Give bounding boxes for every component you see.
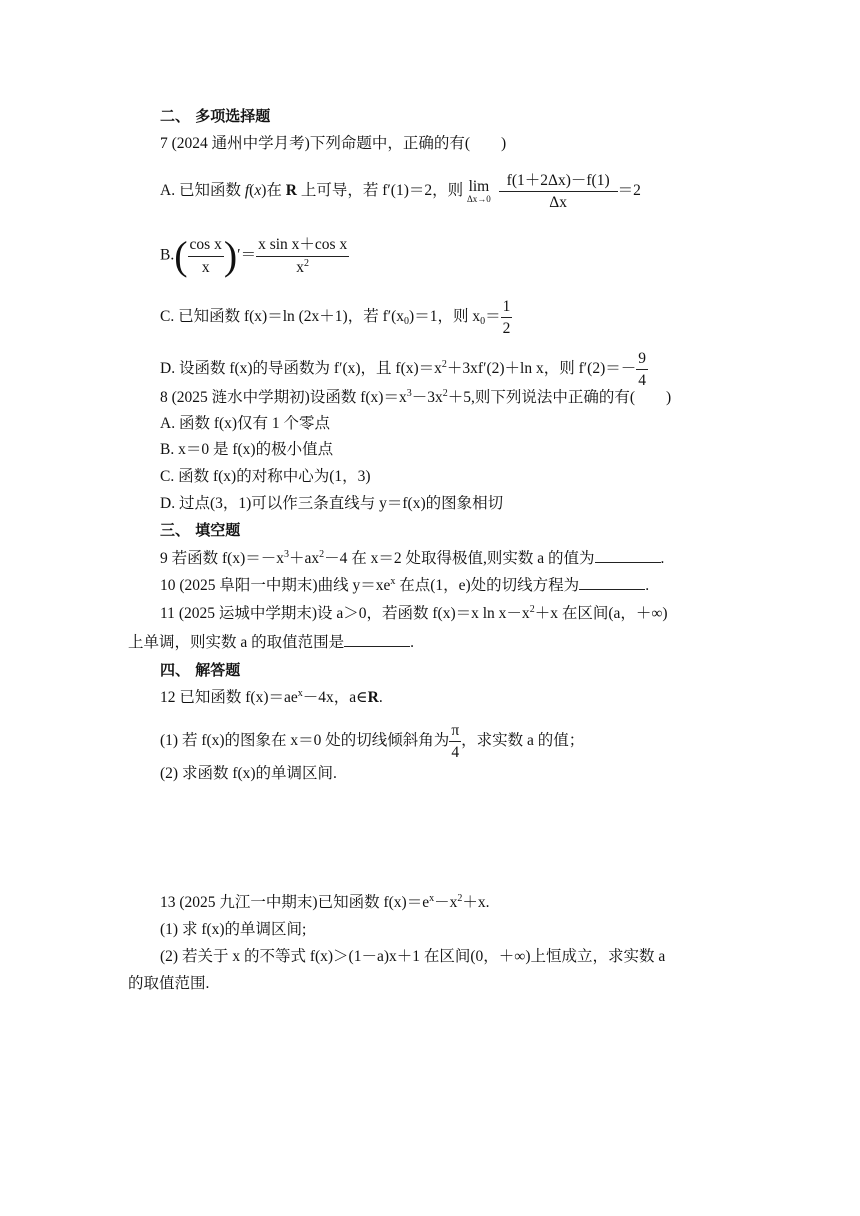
q12p1-num: π [449,722,461,742]
q7a-end: ＝2 [617,182,641,200]
q7c-text2: )＝1，则 x [409,308,481,326]
q7a-mid2: 上可导，若 [296,182,383,200]
question-9 [160,548,664,569]
q7-option-c [160,298,512,337]
q7a-mid: 在 [266,182,286,200]
q7d-den: 4 [638,372,646,390]
q7c-den: 2 [502,320,511,338]
q13-text3: ＋x. [462,894,490,911]
q7d-num: 9 [636,350,648,370]
q13-sup2: 2 [457,893,463,904]
q11-number: 11 [160,605,175,622]
q7b-rhs-num: x sin x＋cos x [256,236,349,256]
q7c-num: 1 [501,298,513,318]
q7c-sub2: 0 [480,316,486,328]
q11-text: 设 a＞0，若函数 f(x)＝x ln x－x [317,605,530,622]
q10-number: 10 [160,577,176,594]
q10-source: (2025 阜阳一中期末) [179,577,318,594]
q12p1-text2: ，求实数 a 的值； [461,732,585,750]
q12p1-den: 4 [451,744,460,762]
q10-text2: 在点(1，e)处的切线方程为 [395,577,580,594]
q13-source: (2025 九江一中期末) [179,894,318,911]
q7a-prefix: A. 已知函数 [160,182,245,200]
question-10 [160,575,649,596]
q7b-rhs-den-sup: 2 [304,257,310,269]
q7a-lim-text: lim [468,178,490,196]
q7b-rhs-den: x [296,258,305,276]
q9-sup1: 3 [284,549,289,560]
q12-text: 12 已知函数 f(x)＝ae [160,689,298,706]
q11-end: . [410,634,415,651]
q7a-fraction [499,172,618,211]
q9-end: . [660,550,665,567]
q8-option-c: C. 函数 f(x)的对称中心为(1，3) [160,468,371,485]
q8-text3: ＋5,则下列说法中正确的有( ) [447,389,672,406]
paren-right-icon: ) [223,233,238,278]
q7-number: 7 [160,135,168,152]
q7-option-b [160,233,349,278]
q7b-prime: ′＝ [237,246,257,264]
q12p1-fraction [449,722,461,761]
q7-source: (2024 通州中学月考) [171,135,310,152]
q9-sup2: 2 [319,549,325,560]
q12-end: . [378,689,383,706]
q13-text: 已知函数 f(x)＝e [317,894,430,911]
q10-sup: x [390,576,396,587]
q12-sup: x [297,688,303,699]
section-heading-solutions: 四、 解答题 [160,661,241,679]
section-heading-fill-blank: 三、 填空题 [160,521,241,539]
q11-sup: 2 [529,604,535,615]
q13-sup1: x [429,893,435,904]
section-heading-multi-choice: 二、 多项选择题 [160,107,271,125]
question-13-stem [160,893,489,913]
q7-option-d [160,350,648,389]
q13-text2: －x [434,894,458,911]
q12-real-set: R [367,689,379,706]
question-8-stem [160,388,671,408]
q8-sup2: 2 [442,388,448,399]
q9-text2: ＋ax [289,550,320,567]
q11-source: (2025 运城中学期末) [178,605,318,622]
q11-answer-blank[interactable] [344,632,410,647]
q7a-condition: f′(1)＝2，则 [382,182,464,200]
q7a-denominator: Δx [549,194,567,212]
question-7-stem [160,134,506,154]
q8-text: 设函数 f(x)＝x [309,389,407,406]
q8-option-b: B. x＝0 是 f(x)的极小值点 [160,441,334,458]
question-12-stem [160,688,383,708]
q7b-label: B. [160,246,175,264]
q13-number: 13 [160,894,176,911]
q7d-text2: ＋3xf′(2)＋ln x，则 f′(2)＝－ [446,360,637,378]
q7b-rhs-fraction [256,236,349,275]
q10-text: 曲线 y＝xe [317,577,391,594]
q8-option-d: D. 过点(3，1)可以作三条直线与 y＝f(x)的图象相切 [160,495,504,512]
q8-source: (2025 涟水中学期初) [171,389,310,406]
q8-option-a: A. 函数 f(x)仅有 1 个零点 [160,415,331,432]
question-11 [160,604,668,624]
q7c-text: C. 已知函数 f(x)＝ln (2x＋1)，若 f′(x [160,308,405,326]
paren-left-icon: ( [174,233,188,278]
q10-end: . [645,577,650,594]
q9-answer-blank[interactable] [595,548,661,563]
q7a-limit [467,179,491,204]
q11-text2: ＋x 在区间(a，＋∞) [534,605,668,622]
q7d-text: D. 设函数 f(x)的导函数为 f′(x)，且 f(x)＝x [160,360,442,378]
q7b-inner-den: x [201,258,210,276]
q7b-inner-num: cos x [188,236,224,256]
q13-part-2: (2) 若关于 x 的不等式 f(x)＞(1－a)x＋1 在区间(0，＋∞)上恒成立，求实数 a [160,948,666,965]
q7a-numerator: f(1＋2Δx)－f(1) [499,172,618,192]
q7d-fraction [636,350,648,389]
q13-part-1: (1) 求 f(x)的单调区间; [160,921,307,938]
q9-text: 9 若函数 f(x)＝－x [160,550,284,567]
q8-text2: －3x [411,389,443,406]
q7b-inner-fraction [188,236,224,275]
q9-text3: －4 在 x＝2 处取得极值,则实数 a 的值为 [324,550,595,567]
q12p1-text: (1) 若 f(x)的图象在 x＝0 处的切线倾斜角为 [160,732,450,750]
q7c-eq: ＝ [485,308,501,326]
q12-part-1 [160,722,584,761]
q7a-lim-sub: Δx→0 [467,193,491,204]
q7c-fraction [501,298,513,337]
q7d-sup: 2 [441,359,447,371]
q8-number: 8 [160,389,168,406]
q7-text: 下列命题中，正确的有( ) [309,135,507,152]
question-11-line2 [128,632,414,653]
q13-part-2-line2: 的取值范围. [128,975,210,992]
q11-line2-text: 上单调，则实数 a 的取值范围是 [128,634,345,651]
q7-option-a: A. 已知函数 f(x)在 R 上可导，若 f′(1)＝2，则 lim Δx→0 $\frac{f(1+2\Delta x)-f(1)}{\Delta x}$ ＝2 [160,172,641,212]
q7a-real-set: R [285,182,297,200]
q8-sup1: 3 [406,388,412,399]
q10-answer-blank[interactable] [579,575,645,590]
q12-text2: －4x，a∈ [302,689,368,706]
q12-part-2: (2) 求函数 f(x)的单调区间. [160,765,337,782]
q7c-sub: 0 [404,316,410,328]
